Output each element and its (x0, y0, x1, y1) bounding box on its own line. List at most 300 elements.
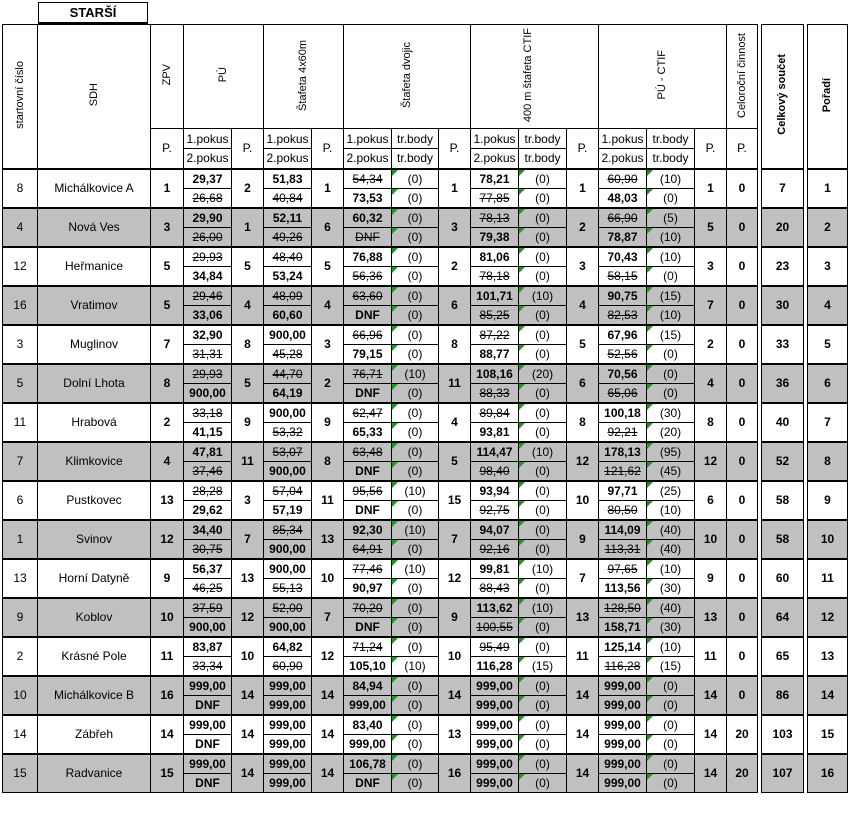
stafeta4x60-place: 10 (312, 559, 344, 598)
celorocni-points: 0 (727, 364, 758, 403)
pu-place: 11 (232, 442, 264, 481)
pu-ctif-place: 13 (695, 598, 727, 637)
ctif400-penalty-1: (0) (519, 403, 567, 423)
ctif400-penalty-2: (0) (519, 735, 567, 754)
pu-ctif-penalty-1: (40) (647, 520, 695, 540)
ctif400-attempt-2: 999,00 (471, 774, 519, 793)
pu-ctif-attempt-2: 82,53 (599, 306, 647, 325)
stafeta4x60-attempt-2: 64,19 (264, 384, 312, 403)
zpv-place: 5 (151, 247, 184, 286)
stafeta4x60-attempt-2: 999,00 (264, 696, 312, 715)
pu-attempt-2: 29,62 (184, 501, 232, 520)
stafeta4x60-attempt-1: 48,09 (264, 286, 312, 306)
pu-ctif-penalty-2: (0) (647, 267, 695, 286)
stafeta-dvojic-attempt-2: DNF (344, 384, 392, 403)
team-name: Vratimov (38, 286, 151, 325)
ctif400-penalty-1: (10) (519, 286, 567, 306)
stafeta4x60-attempt-1: 52,11 (264, 208, 312, 228)
stafeta4x60-attempt-1: 999,00 (264, 754, 312, 774)
stafeta-dvojic-attempt-1: 62,47 (344, 403, 392, 423)
stafeta4x60-place: 4 (312, 286, 344, 325)
stafeta-dvojic-place: 11 (439, 364, 471, 403)
pu-attempt-2: DNF (184, 774, 232, 793)
stafeta-dvojic-attempt-1: 83,40 (344, 715, 392, 735)
table-row (3, 754, 848, 774)
stafeta4x60-place: 7 (312, 598, 344, 637)
celorocni-points: 20 (727, 754, 758, 793)
stafeta4x60-attempt-2: 900,00 (264, 618, 312, 637)
header-c-pokus2: 2.pokus (471, 149, 519, 169)
celorocni-points: 0 (727, 598, 758, 637)
pu-attempt-2: DNF (184, 735, 232, 754)
stafeta-dvojic-attempt-2: DNF (344, 228, 392, 247)
ctif400-penalty-1: (0) (519, 481, 567, 501)
total-sum: 33 (762, 325, 804, 364)
team-name: Horní Datyně (38, 559, 151, 598)
pu-place: 5 (232, 364, 264, 403)
pu-attempt-1: 29,93 (184, 247, 232, 267)
stafeta-dvojic-place: 13 (439, 715, 471, 754)
total-sum: 65 (762, 637, 804, 676)
stafeta-dvojic-penalty-1: (0) (392, 208, 439, 228)
pu-ctif-place: 10 (695, 520, 727, 559)
table-row (3, 481, 848, 501)
stafeta-dvojic-attempt-2: DNF (344, 501, 392, 520)
zpv-place: 13 (151, 481, 184, 520)
start-number: 13 (3, 559, 38, 598)
stafeta-dvojic-penalty-2: (0) (392, 189, 439, 208)
pu-place: 4 (232, 286, 264, 325)
table-row (3, 169, 848, 189)
stafeta-dvojic-penalty-2: (0) (392, 696, 439, 715)
stafeta-dvojic-penalty-2: (0) (392, 579, 439, 598)
pu-ctif-penalty-1: (10) (647, 169, 695, 189)
stafeta-dvojic-penalty-1: (10) (392, 481, 439, 501)
ctif400-penalty-2: (0) (519, 501, 567, 520)
pu-ctif-penalty-2: (0) (647, 384, 695, 403)
pu-ctif-attempt-1: 70,43 (599, 247, 647, 267)
final-rank: 2 (808, 208, 848, 247)
stafeta-dvojic-attempt-2: DNF (344, 306, 392, 325)
header-pc-trbody1: tr.body (647, 129, 695, 149)
table-row (3, 559, 848, 579)
stafeta-dvojic-attempt-1: 92,30 (344, 520, 392, 540)
pu-place: 12 (232, 598, 264, 637)
pu-ctif-attempt-1: 97,65 (599, 559, 647, 579)
pu-place: 5 (232, 247, 264, 286)
stafeta4x60-attempt-2: 53,32 (264, 423, 312, 442)
stafeta-dvojic-penalty-2: (0) (392, 774, 439, 793)
pu-ctif-attempt-1: 999,00 (599, 676, 647, 696)
final-rank: 11 (808, 559, 848, 598)
stafeta4x60-place: 14 (312, 754, 344, 793)
ctif400-penalty-1: (0) (519, 247, 567, 267)
zpv-place: 1 (151, 169, 184, 208)
pu-attempt-2: 41,15 (184, 423, 232, 442)
ctif400-attempt-1: 89,84 (471, 403, 519, 423)
ctif400-penalty-2: (0) (519, 774, 567, 793)
pu-ctif-penalty-2: (0) (647, 345, 695, 364)
ctif400-penalty-2: (15) (519, 657, 567, 676)
ctif400-place: 12 (567, 442, 599, 481)
stafeta-dvojic-place: 10 (439, 637, 471, 676)
ctif400-penalty-1: (0) (519, 715, 567, 735)
ctif400-attempt-1: 999,00 (471, 676, 519, 696)
stafeta4x60-attempt-1: 57,04 (264, 481, 312, 501)
stafeta4x60-attempt-2: 900,00 (264, 540, 312, 559)
header-400m-ctif: 400 m štafeta CTIF (471, 25, 599, 129)
total-sum: 36 (762, 364, 804, 403)
header-c-trbody1: tr.body (519, 129, 567, 149)
pu-attempt-2: 46,25 (184, 579, 232, 598)
pu-attempt-1: 34,40 (184, 520, 232, 540)
pu-place: 7 (232, 520, 264, 559)
ctif400-attempt-1: 81,06 (471, 247, 519, 267)
stafeta4x60-place: 2 (312, 364, 344, 403)
stafeta4x60-attempt-2: 57,19 (264, 501, 312, 520)
ctif400-penalty-2: (0) (519, 462, 567, 481)
team-name: Hrabová (38, 403, 151, 442)
stafeta-dvojic-place: 3 (439, 208, 471, 247)
ctif400-place: 14 (567, 715, 599, 754)
stafeta-dvojic-place: 16 (439, 754, 471, 793)
ctif400-penalty-2: (0) (519, 189, 567, 208)
pu-attempt-1: 83,87 (184, 637, 232, 657)
pu-attempt-2: DNF (184, 696, 232, 715)
pu-attempt-2: 26,68 (184, 189, 232, 208)
pu-attempt-1: 32,90 (184, 325, 232, 345)
ctif400-attempt-2: 999,00 (471, 696, 519, 715)
ctif400-attempt-2: 79,38 (471, 228, 519, 247)
stafeta4x60-attempt-2: 40,84 (264, 189, 312, 208)
header-stafeta-dvojic: Štafeta dvojic (344, 25, 471, 129)
results-table (2, 24, 848, 793)
start-number: 12 (3, 247, 38, 286)
zpv-place: 7 (151, 325, 184, 364)
ctif400-attempt-1: 114,47 (471, 442, 519, 462)
header-stafeta-4x60: Štafeta 4x60m (264, 25, 344, 129)
pu-ctif-attempt-1: 97,71 (599, 481, 647, 501)
team-name: Michálkovice B (38, 676, 151, 715)
stafeta-dvojic-attempt-1: 66,96 (344, 325, 392, 345)
ctif400-attempt-2: 93,81 (471, 423, 519, 442)
zpv-place: 14 (151, 715, 184, 754)
pu-attempt-1: 29,90 (184, 208, 232, 228)
header-zpv-p: P. (151, 129, 184, 169)
celorocni-points: 0 (727, 442, 758, 481)
zpv-place: 3 (151, 208, 184, 247)
zpv-place: 8 (151, 364, 184, 403)
celorocni-points: 0 (727, 520, 758, 559)
stafeta-dvojic-place: 14 (439, 676, 471, 715)
pu-attempt-1: 29,46 (184, 286, 232, 306)
pu-ctif-place: 9 (695, 559, 727, 598)
stafeta4x60-attempt-2: 55,13 (264, 579, 312, 598)
pu-attempt-2: 30,75 (184, 540, 232, 559)
zpv-place: 4 (151, 442, 184, 481)
stafeta-dvojic-penalty-1: (0) (392, 325, 439, 345)
header-pu: PÚ (184, 25, 264, 129)
stafeta4x60-attempt-2: 60,90 (264, 657, 312, 676)
final-rank: 3 (808, 247, 848, 286)
ctif400-penalty-2: (0) (519, 345, 567, 364)
ctif400-penalty-1: (0) (519, 754, 567, 774)
total-sum: 58 (762, 520, 804, 559)
team-name: Muglinov (38, 325, 151, 364)
team-name: Krásné Pole (38, 637, 151, 676)
pu-ctif-penalty-1: (30) (647, 403, 695, 423)
pu-ctif-attempt-2: 158,71 (599, 618, 647, 637)
stafeta-dvojic-attempt-1: 63,60 (344, 286, 392, 306)
table-row (3, 325, 848, 345)
stafeta-dvojic-penalty-1: (0) (392, 715, 439, 735)
stafeta4x60-place: 6 (312, 208, 344, 247)
pu-ctif-attempt-1: 999,00 (599, 754, 647, 774)
header-pu-ctif: PÚ - CTIF (599, 25, 727, 129)
zpv-place: 15 (151, 754, 184, 793)
stafeta4x60-place: 12 (312, 637, 344, 676)
stafeta4x60-attempt-2: 49,26 (264, 228, 312, 247)
final-rank: 4 (808, 286, 848, 325)
pu-ctif-attempt-2: 113,31 (599, 540, 647, 559)
table-row (3, 403, 848, 423)
table-row (3, 676, 848, 696)
ctif400-attempt-2: 88,77 (471, 345, 519, 364)
team-name: Nová Ves (38, 208, 151, 247)
stafeta-dvojic-penalty-2: (0) (392, 228, 439, 247)
header-pc-pokus1: 1.pokus (599, 129, 647, 149)
stafeta4x60-attempt-1: 999,00 (264, 715, 312, 735)
zpv-place: 12 (151, 520, 184, 559)
ctif400-penalty-1: (0) (519, 325, 567, 345)
pu-attempt-1: 999,00 (184, 715, 232, 735)
stafeta-dvojic-place: 12 (439, 559, 471, 598)
pu-ctif-penalty-1: (0) (647, 676, 695, 696)
ctif400-place: 6 (567, 364, 599, 403)
pu-ctif-place: 14 (695, 715, 727, 754)
pu-ctif-attempt-1: 178,13 (599, 442, 647, 462)
pu-ctif-penalty-2: (30) (647, 618, 695, 637)
ctif400-place: 1 (567, 169, 599, 208)
stafeta4x60-place: 5 (312, 247, 344, 286)
ctif400-penalty-1: (10) (519, 559, 567, 579)
zpv-place: 9 (151, 559, 184, 598)
pu-place: 1 (232, 208, 264, 247)
final-rank: 14 (808, 676, 848, 715)
stafeta4x60-place: 13 (312, 520, 344, 559)
stafeta-dvojic-penalty-2: (10) (392, 657, 439, 676)
header-sd-trbody2: tr.body (392, 149, 439, 169)
stafeta4x60-attempt-1: 48,40 (264, 247, 312, 267)
table-row (3, 286, 848, 306)
stafeta-dvojic-attempt-1: 60,32 (344, 208, 392, 228)
ctif400-attempt-2: 116,28 (471, 657, 519, 676)
final-rank: 13 (808, 637, 848, 676)
stafeta-dvojic-attempt-2: 73,53 (344, 189, 392, 208)
total-sum: 103 (762, 715, 804, 754)
pu-ctif-penalty-1: (40) (647, 598, 695, 618)
ctif400-penalty-1: (20) (519, 364, 567, 384)
final-rank: 5 (808, 325, 848, 364)
pu-attempt-1: 56,37 (184, 559, 232, 579)
stafeta4x60-attempt-1: 44,70 (264, 364, 312, 384)
pu-place: 14 (232, 715, 264, 754)
ctif400-place: 7 (567, 559, 599, 598)
pu-ctif-attempt-1: 999,00 (599, 715, 647, 735)
ctif400-penalty-2: (0) (519, 579, 567, 598)
pu-ctif-penalty-1: (10) (647, 637, 695, 657)
celorocni-points: 0 (727, 208, 758, 247)
celorocni-points: 0 (727, 481, 758, 520)
final-rank: 16 (808, 754, 848, 793)
stafeta-dvojic-penalty-1: (0) (392, 598, 439, 618)
pu-attempt-1: 33,18 (184, 403, 232, 423)
pu-ctif-place: 3 (695, 247, 727, 286)
total-sum: 30 (762, 286, 804, 325)
pu-ctif-penalty-1: (0) (647, 364, 695, 384)
stafeta-dvojic-attempt-2: 999,00 (344, 696, 392, 715)
stafeta4x60-attempt-2: 53,24 (264, 267, 312, 286)
pu-ctif-place: 2 (695, 325, 727, 364)
stafeta4x60-attempt-2: 900,00 (264, 462, 312, 481)
ctif400-penalty-1: (0) (519, 637, 567, 657)
pu-ctif-attempt-2: 999,00 (599, 696, 647, 715)
stafeta4x60-attempt-1: 900,00 (264, 403, 312, 423)
stafeta-dvojic-place: 2 (439, 247, 471, 286)
zpv-place: 16 (151, 676, 184, 715)
start-number: 16 (3, 286, 38, 325)
stafeta-dvojic-penalty-1: (0) (392, 676, 439, 696)
stafeta-dvojic-attempt-1: 95,56 (344, 481, 392, 501)
pu-ctif-penalty-1: (0) (647, 715, 695, 735)
ctif400-attempt-2: 88,33 (471, 384, 519, 403)
total-sum: 58 (762, 481, 804, 520)
stafeta4x60-place: 3 (312, 325, 344, 364)
table-row (3, 208, 848, 228)
pu-ctif-place: 12 (695, 442, 727, 481)
table-row (3, 637, 848, 657)
category-title: STARŠÍ (38, 2, 148, 24)
ctif400-attempt-1: 95,49 (471, 637, 519, 657)
pu-attempt-2: 900,00 (184, 618, 232, 637)
ctif400-place: 10 (567, 481, 599, 520)
stafeta-dvojic-penalty-1: (10) (392, 520, 439, 540)
stafeta-dvojic-place: 4 (439, 403, 471, 442)
stafeta4x60-attempt-1: 85,34 (264, 520, 312, 540)
pu-attempt-2: 26,00 (184, 228, 232, 247)
pu-ctif-attempt-2: 78,87 (599, 228, 647, 247)
pu-ctif-penalty-2: (30) (647, 579, 695, 598)
pu-place: 2 (232, 169, 264, 208)
pu-ctif-penalty-1: (10) (647, 559, 695, 579)
total-sum: 40 (762, 403, 804, 442)
team-name: Koblov (38, 598, 151, 637)
ctif400-attempt-2: 78,18 (471, 267, 519, 286)
header-celorocni: Celoroční činnost (727, 25, 758, 129)
stafeta4x60-attempt-1: 900,00 (264, 325, 312, 345)
pu-place: 3 (232, 481, 264, 520)
header-cel-p: P. (727, 129, 758, 169)
celorocni-points: 20 (727, 715, 758, 754)
pu-place: 8 (232, 325, 264, 364)
ctif400-attempt-1: 94,07 (471, 520, 519, 540)
stafeta-dvojic-place: 5 (439, 442, 471, 481)
stafeta-dvojic-penalty-2: (0) (392, 423, 439, 442)
stafeta-dvojic-penalty-1: (0) (392, 754, 439, 774)
stafeta-dvojic-attempt-2: DNF (344, 618, 392, 637)
zpv-place: 5 (151, 286, 184, 325)
zpv-place: 11 (151, 637, 184, 676)
stafeta4x60-place: 1 (312, 169, 344, 208)
stafeta-dvojic-penalty-1: (10) (392, 559, 439, 579)
ctif400-attempt-1: 108,16 (471, 364, 519, 384)
header-pu-pokus2: 2.pokus (184, 149, 232, 169)
ctif400-attempt-2: 92,16 (471, 540, 519, 559)
team-name: Zábřeh (38, 715, 151, 754)
start-number: 1 (3, 520, 38, 559)
stafeta-dvojic-penalty-1: (0) (392, 247, 439, 267)
stafeta-dvojic-attempt-1: 106,78 (344, 754, 392, 774)
ctif400-penalty-1: (0) (519, 208, 567, 228)
ctif400-place: 3 (567, 247, 599, 286)
pu-ctif-penalty-2: (0) (647, 774, 695, 793)
table-row (3, 442, 848, 462)
stafeta4x60-attempt-1: 51,83 (264, 169, 312, 189)
pu-attempt-1: 29,37 (184, 169, 232, 189)
stafeta4x60-place: 11 (312, 481, 344, 520)
stafeta-dvojic-place: 15 (439, 481, 471, 520)
pu-ctif-penalty-2: (10) (647, 501, 695, 520)
pu-ctif-place: 4 (695, 364, 727, 403)
total-sum: 23 (762, 247, 804, 286)
ctif400-penalty-1: (0) (519, 520, 567, 540)
header-sd-pokus2: 2.pokus (344, 149, 392, 169)
stafeta-dvojic-penalty-1: (0) (392, 403, 439, 423)
start-number: 9 (3, 598, 38, 637)
pu-ctif-attempt-2: 65,06 (599, 384, 647, 403)
start-number: 4 (3, 208, 38, 247)
stafeta-dvojic-penalty-1: (0) (392, 286, 439, 306)
stafeta-dvojic-attempt-2: 65,33 (344, 423, 392, 442)
ctif400-penalty-2: (0) (519, 267, 567, 286)
zpv-place: 2 (151, 403, 184, 442)
header-celkovy: Celkový součet (762, 25, 804, 169)
pu-attempt-1: 999,00 (184, 754, 232, 774)
pu-ctif-attempt-1: 60,90 (599, 169, 647, 189)
stafeta-dvojic-attempt-1: 63,48 (344, 442, 392, 462)
stafeta4x60-attempt-2: 999,00 (264, 735, 312, 754)
ctif400-penalty-1: (10) (519, 598, 567, 618)
ctif400-place: 2 (567, 208, 599, 247)
ctif400-penalty-1: (0) (519, 169, 567, 189)
header-pu-pokus1: 1.pokus (184, 129, 232, 149)
header-s4-pokus2: 2.pokus (264, 149, 312, 169)
header-start-number: startovní číslo (3, 25, 38, 169)
stafeta4x60-attempt-1: 900,00 (264, 559, 312, 579)
header-sd-trbody1: tr.body (392, 129, 439, 149)
pu-ctif-attempt-2: 52,56 (599, 345, 647, 364)
zpv-place: 10 (151, 598, 184, 637)
stafeta-dvojic-place: 9 (439, 598, 471, 637)
ctif400-penalty-2: (0) (519, 618, 567, 637)
pu-attempt-1: 47,81 (184, 442, 232, 462)
team-name: Pustkovec (38, 481, 151, 520)
pu-attempt-2: 33,06 (184, 306, 232, 325)
header-s4-p: P. (312, 129, 344, 169)
pu-ctif-place: 5 (695, 208, 727, 247)
start-number: 3 (3, 325, 38, 364)
stafeta-dvojic-attempt-1: 76,88 (344, 247, 392, 267)
